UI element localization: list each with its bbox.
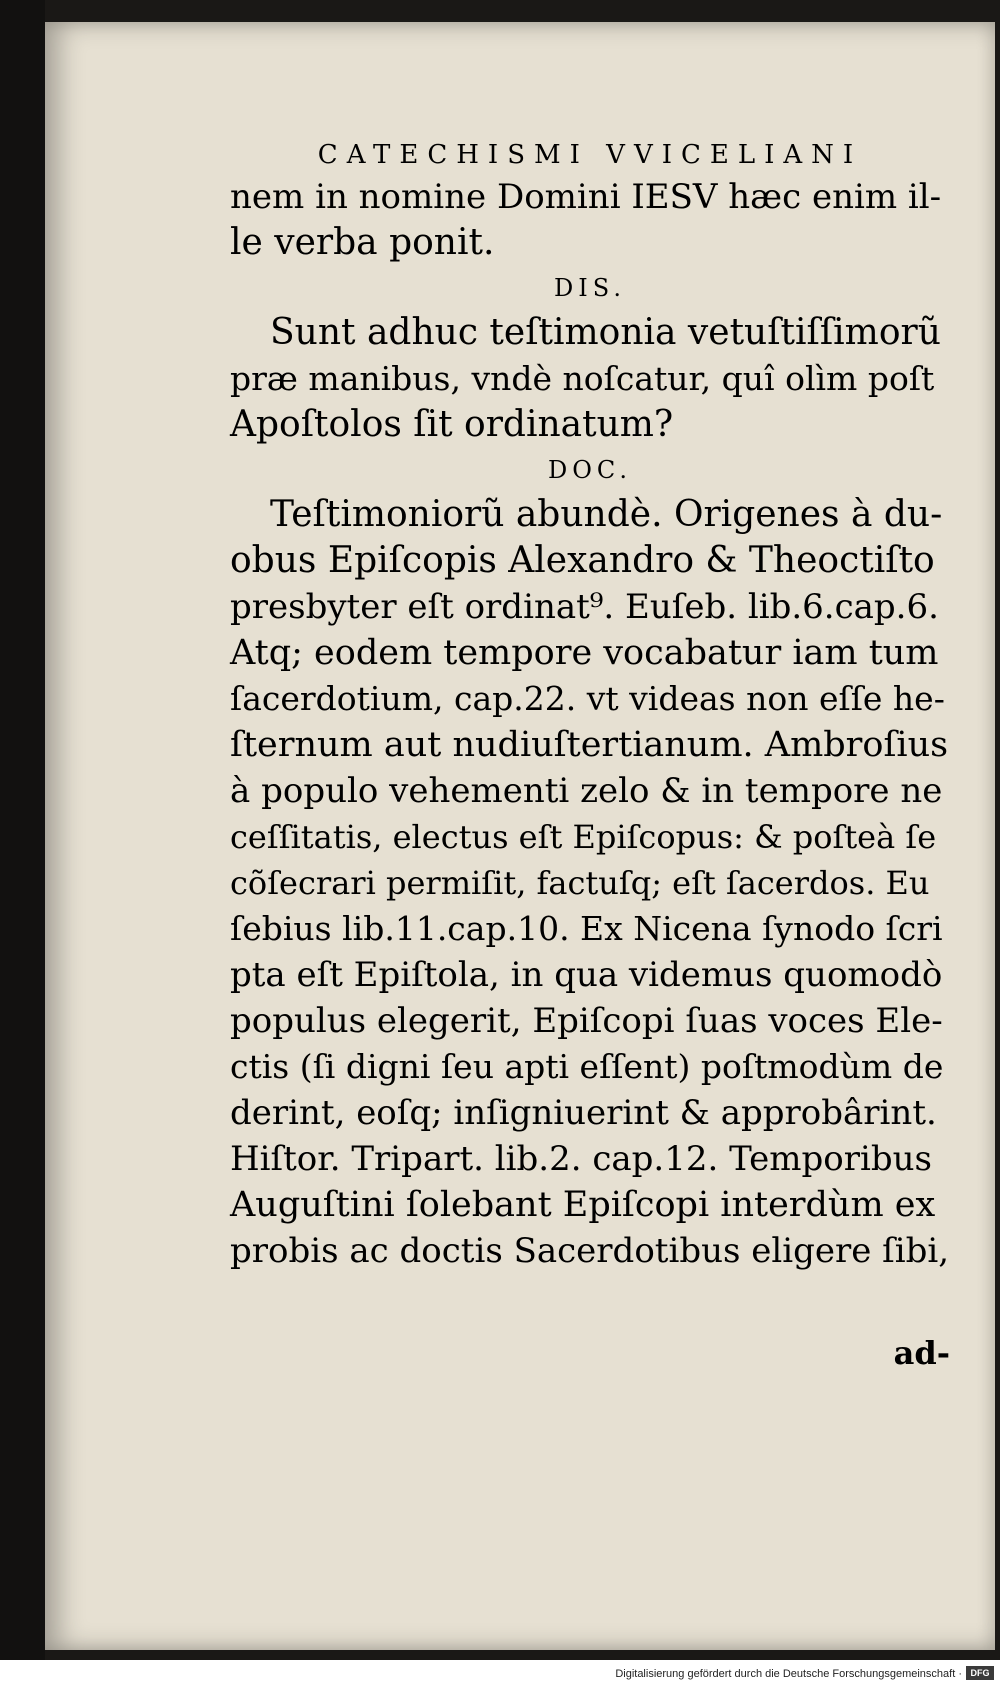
text-line: ceſſitatis, electus eſt Epiſcopus: & poſteà ſe [230, 818, 937, 856]
text-line: Apoſtolos ſit ordinatum? [230, 404, 674, 445]
speaker-label-doc: DOC. [547, 456, 633, 484]
text-line: ctis (ſi digni ſeu apti eſſent) poſtmodùm de [230, 1047, 944, 1086]
dfg-logo: DFG [966, 1666, 994, 1680]
text-line: Teſtimoniorũ abundè. Origenes à du- [270, 494, 943, 535]
text-line: obus Epiſcopis Alexandro & Theoctiſto [230, 540, 935, 581]
text-line: ſternum aut nudiuſtertianum. Ambroſius [230, 725, 949, 765]
text-line: ſebius lib.11.cap.10. Ex Nicena ſynodo ſcri [230, 909, 943, 948]
text-line: præ manibus, vndè noſcatur, quî olìm poſt [230, 359, 935, 398]
text-line: Atq; eodem tempore vocabatur iam tum [230, 633, 939, 673]
text-line: cõſecrari permiſit, factuſq; eſt ſacerdos. Eu [230, 864, 930, 902]
text-line: Auguſtini ſolebant Epiſcopi interdùm ex [230, 1185, 936, 1225]
text-line: pta eſt Epiſtola, in qua videmus quomodò [230, 955, 943, 995]
text-line: ſacerdotium, cap.22. vt videas non eſſe he- [230, 679, 945, 718]
running-head: CATECHISMI VVICELIANI [317, 140, 863, 170]
binding-shadow [0, 0, 45, 1689]
text-line: Sunt adhuc teſtimonia vetuſtiſſimorũ [270, 312, 941, 353]
text-line: à populo vehementi zelo & in tempore ne [230, 771, 943, 811]
text-line: le verba ponit. [230, 222, 495, 263]
digitization-credit: Digitalisierung gefördert durch die Deutsche Forschungsgemeinschaft · [615, 1668, 962, 1680]
speaker-label-dis: DIS. [554, 274, 626, 302]
catchword: ad- [893, 1334, 950, 1372]
text-line: populus elegerit, Epiſcopi ſuas voces Ele- [230, 1001, 943, 1041]
text-line: derint, eoſq; inſigniuerint & approbârint. [230, 1093, 937, 1133]
text-line: nem in nomine Domini IESV hæc enim il- [230, 177, 942, 217]
text-line: presbyter eſt ordinat⁹. Euſeb. lib.6.cap.6. [230, 587, 939, 627]
text-line: probis ac doctis Sacerdotibus eligere ſibi, [230, 1231, 950, 1271]
text-line: Hiſtor. Tripart. lib.2. cap.12. Temporibus [230, 1139, 932, 1179]
